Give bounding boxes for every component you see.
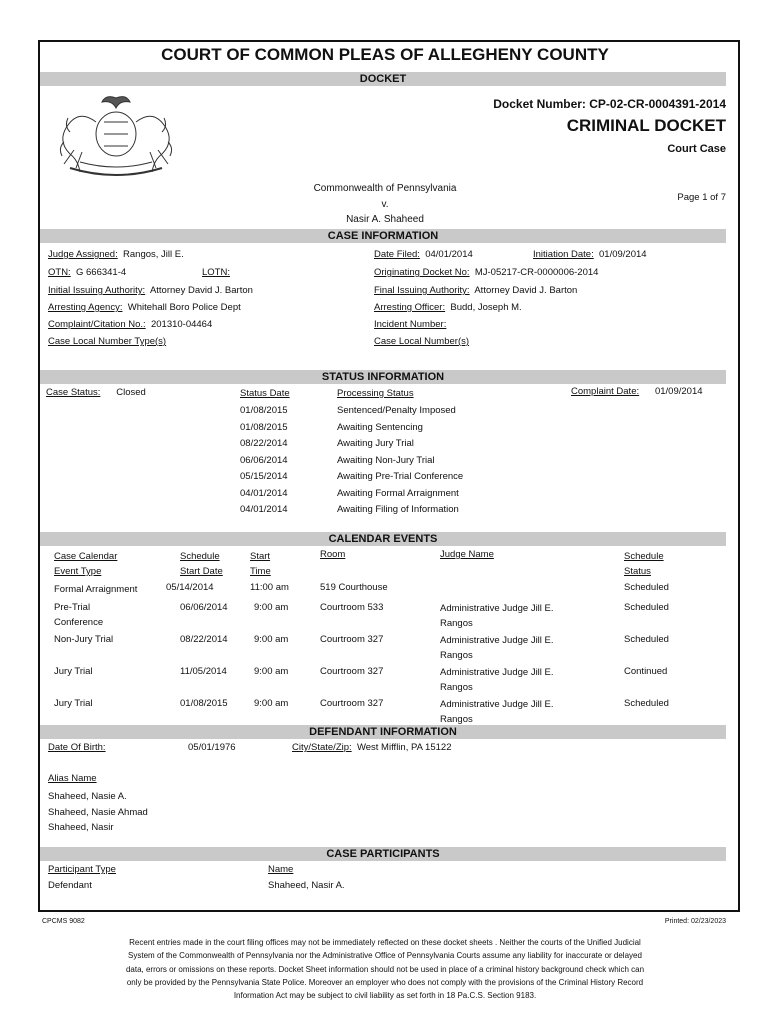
alias-name: Shaheed, Nasie A. — [48, 791, 127, 802]
case-information-band: CASE INFORMATION — [40, 229, 726, 243]
start-time: 11:00 am — [250, 582, 289, 593]
room: 519 Courthouse — [320, 582, 388, 593]
alias-name: Shaheed, Nasir — [48, 822, 114, 833]
case-participants-band: CASE PARTICIPANTS — [40, 847, 726, 861]
participant-type: Defendant — [48, 880, 92, 891]
calendar-header-status: Schedule Status — [624, 551, 664, 577]
status-date: 05/15/2014 — [240, 471, 288, 482]
processing-status-list — [337, 403, 463, 519]
calendar-header-start-time: Start Time — [250, 551, 271, 577]
schedule-status: Scheduled — [624, 582, 669, 593]
case-kind: Court Case — [667, 143, 726, 155]
status-date: 04/01/2014 — [240, 504, 288, 515]
calendar-row — [0, 696, 770, 728]
case-local-number-type-label: Case Local Number Type(s) — [48, 336, 167, 347]
case-status-value: Closed — [116, 387, 146, 398]
court-title: COURT OF COMMON PLEAS OF ALLEGHENY COUNTY — [161, 45, 609, 64]
alias-name-label: Alias Name — [48, 773, 97, 784]
orig-docket-value: MJ-05217-CR-0000006-2014 — [474, 267, 599, 278]
judge-name: Administrative Judge Jill E. Rangos — [440, 699, 554, 725]
schedule-status: Scheduled — [624, 602, 669, 613]
disclaimer-line: System of the Commonwealth of Pennsylvania nor the Administrative Office of Pennsylvania Courts assume any liability for inaccurate or delayed — [128, 951, 642, 961]
date-filed — [374, 249, 473, 260]
final-issuing-authority — [374, 285, 577, 296]
disclaimer-line: data, errors or omissions on these reports. Docket Sheet information should not be used in place of a criminal history background check which can — [125, 964, 645, 974]
event-type: Non-Jury Trial — [54, 634, 114, 645]
schedule-date: 06/06/2014 — [180, 602, 228, 613]
schedule-date: 05/14/2014 — [166, 582, 214, 593]
status-date: 08/22/2014 — [240, 438, 288, 449]
processing-status: Awaiting Jury Trial — [337, 438, 414, 449]
otn-value: G 666341-4 — [75, 267, 127, 278]
judge-label: Judge Assigned: — [48, 249, 118, 260]
arresting-officer-value: Budd, Joseph M. — [450, 302, 522, 313]
disclaimer-line: Recent entries made in the court filing offices may not be immediately reflected on these docket sheets . Neither the courts of the Unified Judicial — [129, 938, 641, 947]
processing-status: Awaiting Sentencing — [337, 421, 423, 433]
processing-status: Awaiting Formal Arraignment — [337, 487, 459, 499]
status-date-header: Status Date — [240, 388, 290, 399]
calendar-row — [0, 600, 770, 632]
otn-label: OTN: — [48, 267, 71, 278]
judge-assigned — [48, 249, 184, 260]
schedule-status: Scheduled — [624, 698, 669, 709]
printed-date: Printed: 02/23/2023 — [664, 918, 726, 925]
arresting-officer — [374, 302, 522, 313]
otn — [48, 267, 126, 278]
alias-list — [48, 789, 148, 836]
start-time: 9:00 am — [254, 698, 289, 709]
defendant-information-band: DEFENDANT INFORMATION — [40, 725, 726, 739]
date-filed-label: Date Filed: — [374, 249, 420, 260]
event-type: Jury Trial — [54, 666, 93, 677]
disclaimer — [60, 936, 710, 1002]
start-time: 9:00 am — [254, 666, 289, 677]
complaint-value: 201310-04464 — [150, 319, 213, 330]
event-type: Pre-Trial Conference — [54, 602, 104, 628]
calendar-header-event: Case Calendar Event Type — [54, 551, 118, 577]
status-date: 04/01/2014 — [240, 487, 288, 499]
case-local-numbers-label: Case Local Number(s) — [374, 336, 470, 347]
arresting-agency-label: Arresting Agency: — [48, 302, 123, 313]
final-auth-value: Attorney David J. Barton — [474, 285, 578, 296]
originating-docket — [374, 267, 598, 278]
event-type: Formal Arraignment — [54, 584, 138, 595]
start-time: 9:00 am — [254, 602, 289, 613]
status-information-band: STATUS INFORMATION — [40, 370, 726, 384]
judge-name: Administrative Judge Jill E. Rangos — [440, 603, 554, 629]
initial-issuing-authority — [48, 285, 253, 296]
calendar-row — [0, 664, 770, 696]
participant-type-header: Participant Type — [48, 864, 116, 875]
complaint-date-label: Complaint Date: — [571, 386, 640, 397]
caption-versus: v. — [381, 199, 389, 210]
final-auth-label: Final Issuing Authority: — [374, 285, 470, 296]
date-filed-value: 04/01/2014 — [425, 249, 473, 260]
initiation-date — [533, 249, 647, 260]
participant-name: Shaheed, Nasir A. — [268, 880, 345, 891]
initial-auth-value: Attorney David J. Barton — [149, 285, 253, 296]
complaint-date-value: 01/09/2014 — [654, 386, 703, 397]
city-value: West Mifflin, PA 15122 — [356, 742, 452, 753]
room: Courtroom 327 — [320, 634, 384, 645]
caption-defendant: Nasir A. Shaheed — [346, 214, 424, 225]
docket-band: DOCKET — [40, 72, 726, 86]
city-state-zip — [292, 742, 451, 753]
schedule-status: Scheduled — [624, 634, 669, 645]
processing-status-header: Processing Status — [337, 388, 414, 399]
disclaimer-line: only be provided by the Pennsylvania State Police. Moreover an employer who does not comply with the provisions of the Criminal History Record — [126, 977, 644, 987]
arresting-agency-value: Whitehall Boro Police Dept — [127, 302, 241, 313]
initiation-label: Initiation Date: — [533, 249, 594, 260]
status-date-list — [240, 403, 288, 519]
city-label: City/State/Zip: — [292, 742, 352, 753]
calendar-row — [0, 582, 770, 598]
initiation-value: 01/09/2014 — [599, 249, 647, 260]
docket-number: Docket Number: CP-02-CR-0004391-2014 — [493, 97, 726, 111]
orig-docket-label: Originating Docket No: — [374, 267, 470, 278]
start-time: 9:00 am — [254, 634, 289, 645]
status-date: 01/08/2015 — [240, 405, 288, 416]
processing-status: Sentenced/Penalty Imposed — [337, 405, 456, 416]
page-indicator: Page 1 of 7 — [677, 192, 726, 203]
processing-status: Awaiting Filing of Information — [337, 504, 459, 515]
calendar-row — [0, 632, 770, 664]
dob-value: 05/01/1976 — [188, 742, 236, 753]
room: Courtroom 327 — [320, 698, 384, 709]
calendar-header-schedule-date: Schedule Start Date — [180, 551, 223, 577]
arresting-officer-label: Arresting Officer: — [374, 302, 446, 313]
dob-label: Date Of Birth: — [48, 742, 106, 753]
judge-name: Administrative Judge Jill E. Rangos — [440, 667, 554, 693]
complaint-label: Complaint/Citation No.: — [48, 319, 146, 330]
disclaimer-line: Information Act may be subject to civil liability as set forth in 18 Pa.C.S. Section 9183. — [233, 991, 537, 1001]
schedule-status: Continued — [624, 666, 668, 677]
event-type: Jury Trial — [54, 698, 93, 709]
incident-number-label: Incident Number: — [374, 319, 447, 330]
participant-name-header: Name — [268, 864, 294, 875]
processing-status: Awaiting Non-Jury Trial — [337, 454, 435, 466]
alias-name: Shaheed, Nasie Ahmad — [48, 806, 148, 818]
processing-status: Awaiting Pre-Trial Conference — [337, 471, 464, 482]
status-date: 06/06/2014 — [240, 454, 288, 466]
pennsylvania-seal-icon — [50, 92, 182, 178]
room: Courtroom 327 — [320, 666, 384, 677]
schedule-date: 11/05/2014 — [180, 666, 227, 677]
form-id: CPCMS 9082 — [42, 918, 85, 925]
lotn-label: LOTN: — [202, 267, 230, 278]
complaint-date — [571, 386, 703, 397]
calendar-header-room: Room — [320, 549, 346, 560]
arresting-agency — [48, 302, 241, 313]
judge-value: Rangos, Jill E. — [123, 249, 184, 260]
case-status — [46, 387, 146, 398]
schedule-date: 01/08/2015 — [180, 698, 228, 709]
docket-type: CRIMINAL DOCKET — [566, 116, 726, 135]
status-date: 01/08/2015 — [240, 421, 288, 433]
caption-plaintiff: Commonwealth of Pennsylvania — [313, 183, 457, 194]
calendar-events-band: CALENDAR EVENTS — [40, 532, 726, 546]
initial-auth-label: Initial Issuing Authority: — [48, 285, 146, 296]
judge-name: Administrative Judge Jill E. Rangos — [440, 635, 554, 661]
case-status-label: Case Status: — [46, 387, 101, 398]
calendar-header-judge: Judge Name — [440, 549, 494, 560]
room: Courtroom 533 — [320, 602, 384, 613]
schedule-date: 08/22/2014 — [180, 634, 228, 645]
complaint-citation — [48, 319, 212, 330]
